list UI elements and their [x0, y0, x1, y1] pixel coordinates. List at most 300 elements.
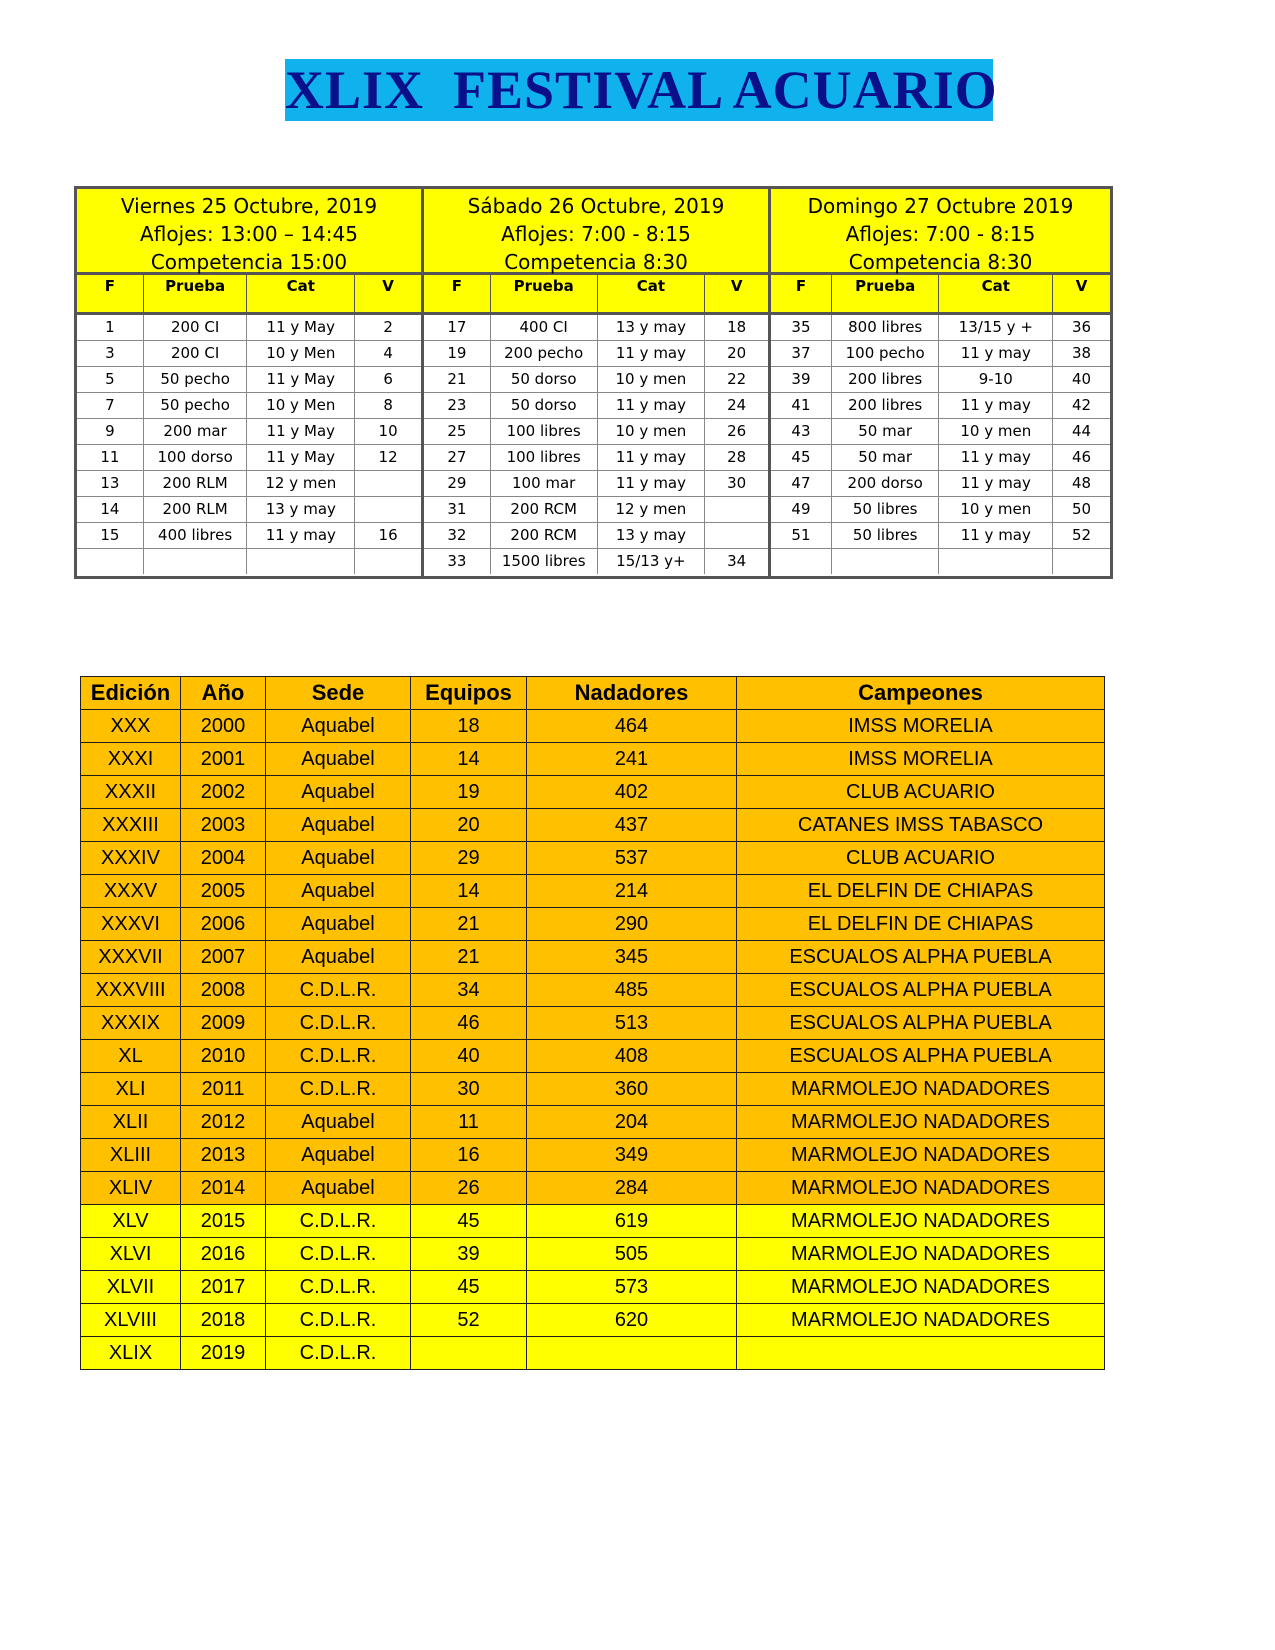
event-row — [77, 496, 421, 522]
event-cell: 11 y may — [939, 470, 1053, 496]
history-cell: IMSS MORELIA — [737, 743, 1105, 776]
history-cell: 2013 — [181, 1139, 266, 1172]
event-cell: 6 — [355, 366, 421, 392]
event-cell: 51 — [771, 522, 831, 548]
event-cell: 30 — [705, 470, 768, 496]
history-row — [81, 875, 1105, 908]
history-cell: 505 — [527, 1238, 737, 1271]
event-row — [77, 418, 421, 444]
event-cell: 10 y Men — [247, 340, 355, 366]
history-cell: 2000 — [181, 710, 266, 743]
event-row — [771, 313, 1110, 340]
history-cell: MARMOLEJO NADADORES — [737, 1238, 1105, 1271]
event-cell: 36 — [1053, 313, 1110, 340]
history-cell: XLVI — [81, 1238, 181, 1271]
history-row — [81, 908, 1105, 941]
event-cell: 200 libres — [831, 366, 939, 392]
event-cell: 10 y men — [597, 418, 705, 444]
history-cell: MARMOLEJO NADADORES — [737, 1271, 1105, 1304]
history-cell: 2017 — [181, 1271, 266, 1304]
event-cell — [143, 548, 247, 574]
history-cell: 29 — [411, 842, 527, 875]
history-cell: 619 — [527, 1205, 737, 1238]
event-cell: 200 libres — [831, 392, 939, 418]
history-column-header: Equipos — [411, 677, 527, 710]
history-row — [81, 1205, 1105, 1238]
column-header: V — [355, 275, 421, 313]
history-cell: 537 — [527, 842, 737, 875]
history-cell: ESCUALOS ALPHA PUEBLA — [737, 1007, 1105, 1040]
event-row — [771, 444, 1110, 470]
page-title: XLIX FESTIVAL ACUARIO — [285, 60, 998, 120]
event-cell — [355, 496, 421, 522]
history-cell — [527, 1337, 737, 1370]
history-cell: IMSS MORELIA — [737, 710, 1105, 743]
event-cell: 50 mar — [831, 418, 939, 444]
event-cell: 48 — [1053, 470, 1110, 496]
event-row — [771, 418, 1110, 444]
event-cell — [771, 548, 831, 574]
event-cell: 50 libres — [831, 522, 939, 548]
event-cell: 100 libres — [490, 418, 597, 444]
event-row — [424, 392, 768, 418]
event-row — [77, 366, 421, 392]
event-cell: 50 libres — [831, 496, 939, 522]
event-cell: 200 pecho — [490, 340, 597, 366]
history-cell: XLV — [81, 1205, 181, 1238]
event-cell: 11 y May — [247, 444, 355, 470]
history-cell: MARMOLEJO NADADORES — [737, 1073, 1105, 1106]
event-cell — [1053, 548, 1110, 574]
event-cell: 50 pecho — [143, 392, 247, 418]
event-cell: 200 mar — [143, 418, 247, 444]
history-cell: 360 — [527, 1073, 737, 1106]
event-cell: 12 y men — [597, 496, 705, 522]
event-cell: 13 — [77, 470, 143, 496]
event-cell: 400 CI — [490, 313, 597, 340]
history-cell: 19 — [411, 776, 527, 809]
history-cell: C.D.L.R. — [266, 1271, 411, 1304]
history-row — [81, 1337, 1105, 1370]
history-row — [81, 1304, 1105, 1337]
history-cell: 40 — [411, 1040, 527, 1073]
history-cell: Aquabel — [266, 1106, 411, 1139]
history-column-header: Edición — [81, 677, 181, 710]
history-cell: 2010 — [181, 1040, 266, 1073]
history-cell: 45 — [411, 1271, 527, 1304]
events-table — [424, 275, 768, 574]
history-cell: 34 — [411, 974, 527, 1007]
event-cell: 15 — [77, 522, 143, 548]
history-row — [81, 1073, 1105, 1106]
history-cell: 2006 — [181, 908, 266, 941]
history-cell: XLIX — [81, 1337, 181, 1370]
history-cell: 204 — [527, 1106, 737, 1139]
column-header: Prueba — [831, 275, 939, 313]
day-header — [77, 189, 421, 275]
event-cell: 24 — [705, 392, 768, 418]
column-header: F — [771, 275, 831, 313]
event-row — [424, 340, 768, 366]
history-cell: CLUB ACUARIO — [737, 776, 1105, 809]
history-cell: ESCUALOS ALPHA PUEBLA — [737, 1040, 1105, 1073]
history-cell: 573 — [527, 1271, 737, 1304]
history-cell: 14 — [411, 743, 527, 776]
history-row — [81, 1139, 1105, 1172]
history-cell: 26 — [411, 1172, 527, 1205]
history-cell: 2005 — [181, 875, 266, 908]
history-cell: C.D.L.R. — [266, 1337, 411, 1370]
event-cell: 41 — [771, 392, 831, 418]
history-cell: 620 — [527, 1304, 737, 1337]
event-cell: 42 — [1053, 392, 1110, 418]
day-aflojes: Aflojes: 7:00 - 8:15 — [501, 222, 691, 246]
event-cell — [831, 548, 939, 574]
history-cell: 2003 — [181, 809, 266, 842]
history-cell: XLII — [81, 1106, 181, 1139]
history-cell: 485 — [527, 974, 737, 1007]
event-row — [77, 444, 421, 470]
event-cell: 11 y May — [247, 418, 355, 444]
event-cell: 46 — [1053, 444, 1110, 470]
event-cell: 11 y may — [939, 340, 1053, 366]
history-cell: 2002 — [181, 776, 266, 809]
history-row — [81, 743, 1105, 776]
event-cell: 18 — [705, 313, 768, 340]
events-header-row — [424, 275, 768, 313]
history-cell: XXXVI — [81, 908, 181, 941]
history-cell: MARMOLEJO NADADORES — [737, 1205, 1105, 1238]
history-row — [81, 1238, 1105, 1271]
event-cell: 100 pecho — [831, 340, 939, 366]
event-cell: 19 — [424, 340, 490, 366]
event-cell: 28 — [705, 444, 768, 470]
day-column-friday — [77, 189, 424, 576]
day-date: Domingo 27 Octubre 2019 — [807, 194, 1074, 218]
events-header-row — [771, 275, 1110, 313]
event-cell: 9-10 — [939, 366, 1053, 392]
history-cell: XXXVIII — [81, 974, 181, 1007]
history-cell: Aquabel — [266, 809, 411, 842]
event-cell — [77, 548, 143, 574]
history-cell: 21 — [411, 941, 527, 974]
history-cell: 290 — [527, 908, 737, 941]
history-cell: 241 — [527, 743, 737, 776]
event-cell: 40 — [1053, 366, 1110, 392]
event-cell: 43 — [771, 418, 831, 444]
event-row — [424, 313, 768, 340]
event-cell: 11 y May — [247, 313, 355, 340]
history-cell: MARMOLEJO NADADORES — [737, 1139, 1105, 1172]
history-column-header: Sede — [266, 677, 411, 710]
history-cell: 52 — [411, 1304, 527, 1337]
event-row — [424, 496, 768, 522]
history-column-header: Campeones — [737, 677, 1105, 710]
column-header: Cat — [939, 275, 1053, 313]
event-cell: 38 — [1053, 340, 1110, 366]
history-cell: 2011 — [181, 1073, 266, 1106]
history-cell: 513 — [527, 1007, 737, 1040]
column-header: Prueba — [490, 275, 597, 313]
event-cell: 11 y may — [939, 392, 1053, 418]
history-cell: 437 — [527, 809, 737, 842]
history-cell: 402 — [527, 776, 737, 809]
history-cell: 11 — [411, 1106, 527, 1139]
event-cell: 37 — [771, 340, 831, 366]
event-cell: 11 y may — [597, 444, 705, 470]
event-cell: 13 y may — [247, 496, 355, 522]
history-cell: C.D.L.R. — [266, 1304, 411, 1337]
events-header-row — [77, 275, 421, 313]
event-cell — [705, 496, 768, 522]
history-row — [81, 842, 1105, 875]
day-column-saturday — [424, 189, 771, 576]
event-row — [424, 522, 768, 548]
events-table — [77, 275, 421, 574]
event-cell: 200 CI — [143, 313, 247, 340]
history-column-header: Nadadores — [527, 677, 737, 710]
history-cell: XXXIV — [81, 842, 181, 875]
day-column-sunday — [771, 189, 1110, 576]
history-cell: EL DELFIN DE CHIAPAS — [737, 875, 1105, 908]
history-cell: 2001 — [181, 743, 266, 776]
history-cell: ESCUALOS ALPHA PUEBLA — [737, 941, 1105, 974]
events-table — [771, 275, 1110, 574]
history-cell: 2012 — [181, 1106, 266, 1139]
event-cell: 11 y may — [597, 340, 705, 366]
event-row — [771, 548, 1110, 574]
column-header: Cat — [597, 275, 705, 313]
event-cell: 32 — [424, 522, 490, 548]
event-cell: 3 — [77, 340, 143, 366]
event-cell: 200 dorso — [831, 470, 939, 496]
event-cell: 1 — [77, 313, 143, 340]
event-cell — [939, 548, 1053, 574]
column-header: Cat — [247, 275, 355, 313]
history-cell: MARMOLEJO NADADORES — [737, 1304, 1105, 1337]
event-cell: 22 — [705, 366, 768, 392]
history-cell: XLIII — [81, 1139, 181, 1172]
history-cell: 2015 — [181, 1205, 266, 1238]
history-cell: 2014 — [181, 1172, 266, 1205]
day-header — [424, 189, 768, 275]
event-cell: 14 — [77, 496, 143, 522]
event-row — [771, 366, 1110, 392]
event-cell: 17 — [424, 313, 490, 340]
history-cell: 20 — [411, 809, 527, 842]
history-cell — [411, 1337, 527, 1370]
history-row — [81, 1172, 1105, 1205]
event-cell: 52 — [1053, 522, 1110, 548]
history-cell: 2009 — [181, 1007, 266, 1040]
history-cell: 16 — [411, 1139, 527, 1172]
history-cell: XXX — [81, 710, 181, 743]
event-cell: 44 — [1053, 418, 1110, 444]
history-cell: 21 — [411, 908, 527, 941]
event-cell: 27 — [424, 444, 490, 470]
day-date: Viernes 25 Octubre, 2019 — [120, 194, 378, 218]
event-cell: 13/15 y + — [939, 313, 1053, 340]
event-cell: 11 y may — [939, 522, 1053, 548]
event-cell: 100 mar — [490, 470, 597, 496]
event-cell: 13 y may — [597, 522, 705, 548]
column-header: V — [705, 275, 768, 313]
event-cell: 100 libres — [490, 444, 597, 470]
history-cell: XXXIX — [81, 1007, 181, 1040]
history-row — [81, 776, 1105, 809]
history-cell: C.D.L.R. — [266, 1040, 411, 1073]
event-row — [77, 470, 421, 496]
history-cell: 46 — [411, 1007, 527, 1040]
event-cell: 33 — [424, 548, 490, 574]
event-cell: 2 — [355, 313, 421, 340]
history-cell: XXXVII — [81, 941, 181, 974]
event-cell: 9 — [77, 418, 143, 444]
history-cell: MARMOLEJO NADADORES — [737, 1172, 1105, 1205]
history-cell: 2016 — [181, 1238, 266, 1271]
history-cell: Aquabel — [266, 776, 411, 809]
event-cell: 7 — [77, 392, 143, 418]
event-cell: 13 y may — [597, 313, 705, 340]
event-row — [771, 496, 1110, 522]
history-cell: Aquabel — [266, 743, 411, 776]
history-cell: Aquabel — [266, 1172, 411, 1205]
event-cell: 400 libres — [143, 522, 247, 548]
event-cell: 200 RCM — [490, 522, 597, 548]
history-cell: XXXV — [81, 875, 181, 908]
event-cell: 5 — [77, 366, 143, 392]
history-cell: C.D.L.R. — [266, 1238, 411, 1271]
event-cell: 47 — [771, 470, 831, 496]
history-cell: 349 — [527, 1139, 737, 1172]
event-cell — [247, 548, 355, 574]
event-cell: 8 — [355, 392, 421, 418]
event-cell: 800 libres — [831, 313, 939, 340]
event-row — [771, 470, 1110, 496]
history-body — [81, 710, 1105, 1370]
history-cell: 2008 — [181, 974, 266, 1007]
event-cell: 4 — [355, 340, 421, 366]
history-cell: Aquabel — [266, 1139, 411, 1172]
event-row — [424, 418, 768, 444]
history-cell: XLVIII — [81, 1304, 181, 1337]
day-competencia: Competencia 8:30 — [848, 250, 1033, 274]
event-cell: 34 — [705, 548, 768, 574]
column-header: F — [424, 275, 490, 313]
history-cell: XXXII — [81, 776, 181, 809]
column-header: Prueba — [143, 275, 247, 313]
event-cell — [355, 470, 421, 496]
history-row — [81, 710, 1105, 743]
history-cell: Aquabel — [266, 908, 411, 941]
history-cell: 18 — [411, 710, 527, 743]
history-cell: CLUB ACUARIO — [737, 842, 1105, 875]
history-cell: XLI — [81, 1073, 181, 1106]
event-cell: 25 — [424, 418, 490, 444]
history-cell: Aquabel — [266, 710, 411, 743]
event-cell: 29 — [424, 470, 490, 496]
event-cell: 21 — [424, 366, 490, 392]
history-cell: XXXI — [81, 743, 181, 776]
history-cell: 214 — [527, 875, 737, 908]
event-cell: 11 y may — [597, 470, 705, 496]
history-cell: 39 — [411, 1238, 527, 1271]
history-row — [81, 974, 1105, 1007]
event-cell: 200 RLM — [143, 496, 247, 522]
history-cell: 345 — [527, 941, 737, 974]
history-cell: 2018 — [181, 1304, 266, 1337]
history-cell: 464 — [527, 710, 737, 743]
event-row — [77, 313, 421, 340]
event-cell: 12 — [355, 444, 421, 470]
event-cell: 11 y May — [247, 366, 355, 392]
event-cell: 31 — [424, 496, 490, 522]
event-cell: 45 — [771, 444, 831, 470]
event-cell: 10 y men — [939, 418, 1053, 444]
history-cell: 2007 — [181, 941, 266, 974]
history-cell: C.D.L.R. — [266, 1007, 411, 1040]
history-cell: XXXIII — [81, 809, 181, 842]
event-cell: 50 mar — [831, 444, 939, 470]
event-cell: 11 y may — [597, 392, 705, 418]
column-header: V — [1053, 275, 1110, 313]
event-cell — [355, 548, 421, 574]
history-cell: EL DELFIN DE CHIAPAS — [737, 908, 1105, 941]
event-cell — [705, 522, 768, 548]
event-cell: 1500 libres — [490, 548, 597, 574]
event-cell: 23 — [424, 392, 490, 418]
event-row — [77, 522, 421, 548]
history-cell: Aquabel — [266, 842, 411, 875]
event-cell: 10 y Men — [247, 392, 355, 418]
event-cell: 10 y men — [597, 366, 705, 392]
event-cell: 200 CI — [143, 340, 247, 366]
history-row — [81, 1007, 1105, 1040]
event-row — [424, 470, 768, 496]
event-cell: 50 dorso — [490, 392, 597, 418]
history-cell: ESCUALOS ALPHA PUEBLA — [737, 974, 1105, 1007]
history-table — [80, 676, 1105, 1370]
history-cell: Aquabel — [266, 875, 411, 908]
event-cell: 35 — [771, 313, 831, 340]
event-row — [771, 522, 1110, 548]
history-cell: XL — [81, 1040, 181, 1073]
history-cell: 30 — [411, 1073, 527, 1106]
title-banner — [285, 59, 998, 121]
history-row — [81, 941, 1105, 974]
history-cell: 45 — [411, 1205, 527, 1238]
history-row — [81, 1106, 1105, 1139]
history-cell: XLVII — [81, 1271, 181, 1304]
schedule-table — [74, 186, 1113, 579]
history-cell: 2019 — [181, 1337, 266, 1370]
column-header: F — [77, 275, 143, 313]
day-aflojes: Aflojes: 7:00 - 8:15 — [845, 222, 1036, 246]
event-row — [77, 548, 421, 574]
event-cell: 12 y men — [247, 470, 355, 496]
history-row — [81, 1040, 1105, 1073]
history-cell: 14 — [411, 875, 527, 908]
event-cell: 50 pecho — [143, 366, 247, 392]
history-row — [81, 809, 1105, 842]
event-cell: 26 — [705, 418, 768, 444]
event-cell: 15/13 y+ — [597, 548, 705, 574]
history-cell: 2004 — [181, 842, 266, 875]
event-row — [771, 392, 1110, 418]
history-cell: CATANES IMSS TABASCO — [737, 809, 1105, 842]
history-cell: C.D.L.R. — [266, 1073, 411, 1106]
history-cell: C.D.L.R. — [266, 974, 411, 1007]
